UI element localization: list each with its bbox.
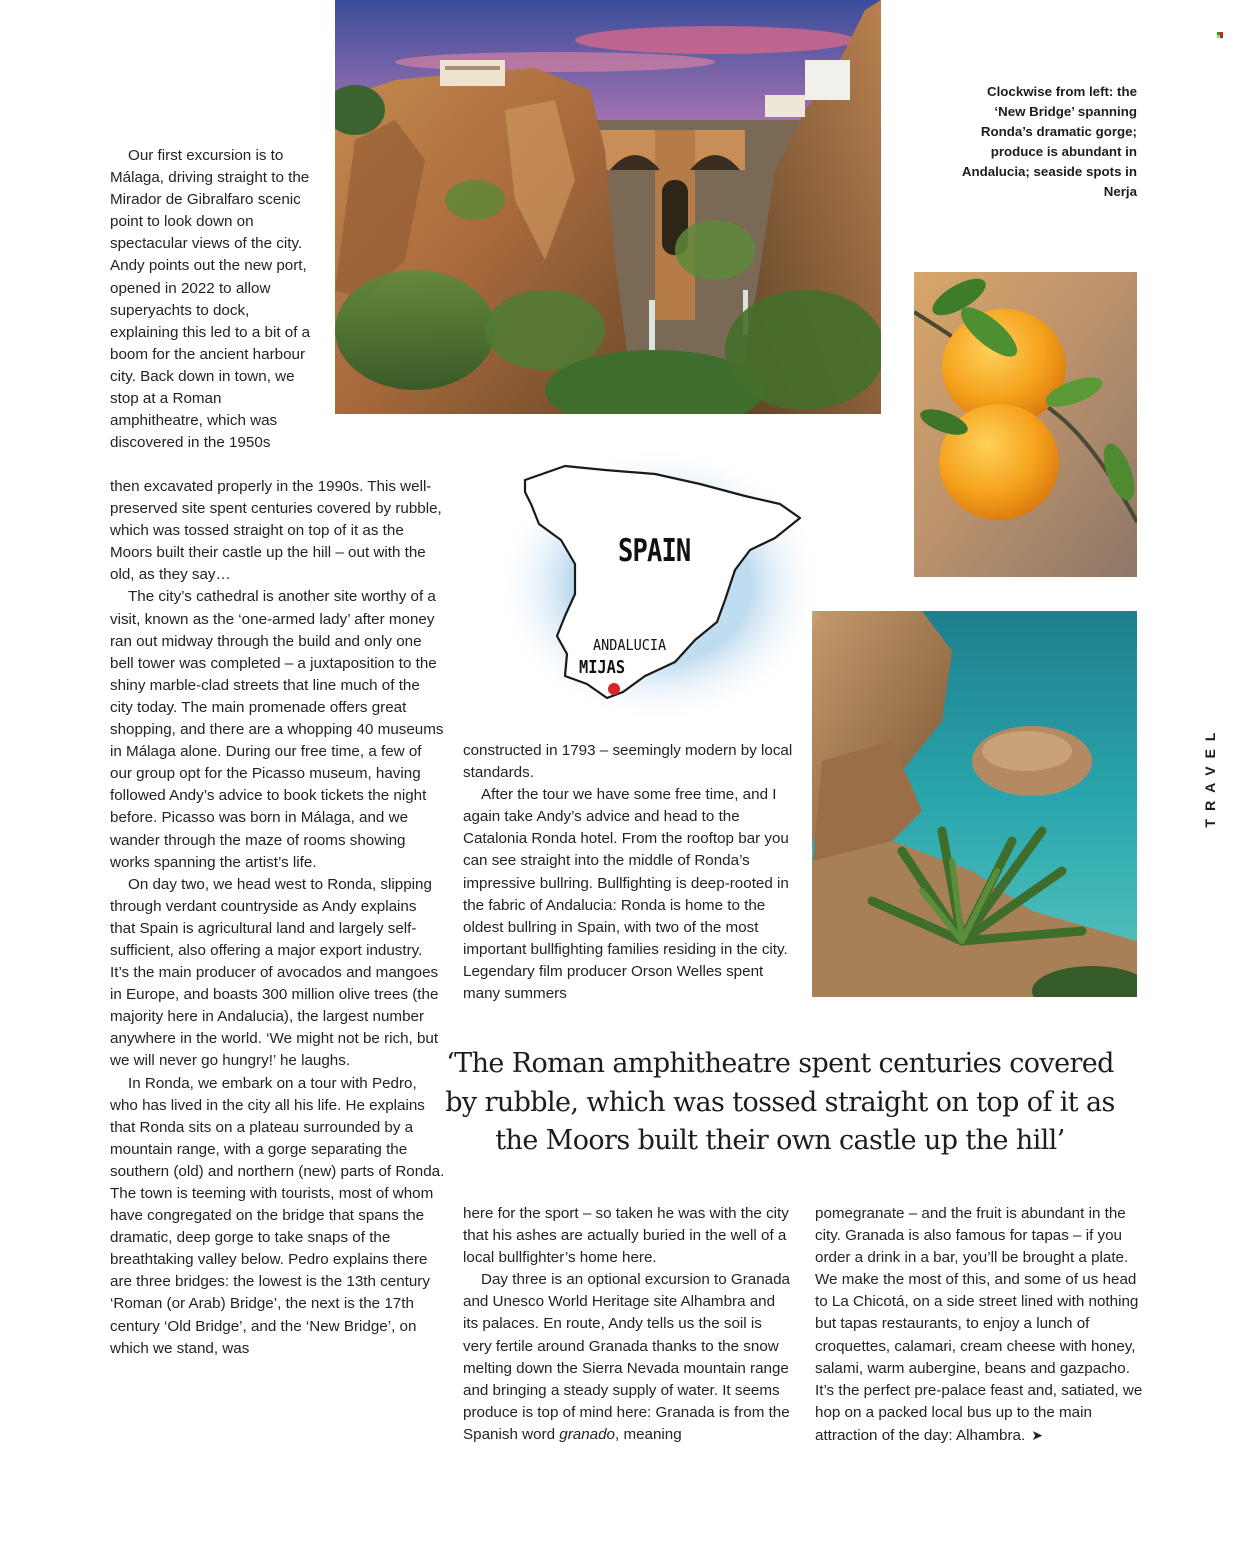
location-marker (608, 683, 620, 695)
spain-map (495, 440, 825, 720)
article-paragraph: here for the sport – so taken he was with the city that his ashes are actually buried in the well of a local bullfighter’s home here. (463, 1205, 789, 1267)
pull-quote: ‘The Roman amphitheatre spent centuries covered by rubble, which was tossed straight on top of it as the Moors built their own castle up the hill’ (445, 1048, 1115, 1156)
article-paragraph: In Ronda, we embark on a tour with Pedro, who has lived in the city all his life. He explains that Ronda sits on a plateau surrounded by a mountain range, with a gorge separating the southern (old) and northern (new) parts of Ronda. The town is teeming with tourists, most of whom have congregated on the bridge that spans the dramatic, deep gorge to take snaps of the breathtaking valley below. Pedro explains there are three bridges: the lowest is the 13th century ‘Roman (or Arab) Bridge’, the next is the 17th century ‘Old Bridge’, and the ‘New Bridge’, on which we stand, was (110, 1074, 445, 1357)
article-column-2-bottom (463, 1203, 793, 1446)
section-label-text: TRAVEL (1202, 724, 1218, 828)
article-paragraph: The city’s cathedral is another site worthy of a visit, known as the ‘one-armed lady’ after money ran out midway through the build and only one bell tower was completed – a juxtaposition to the shiny marble-clad streets that line much of the city today. The main promenade offers great shopping, and there are a whopping 40 museums in Málaga alone. During our free time, a few of our group opt for the Picasso museum, having followed Andy’s advice to book tickets the night before. Picasso was born in Málaga, and we wander through the maze of rooms showing works spanning the artist’s life. (110, 588, 444, 871)
orange-photo (914, 272, 1137, 577)
bridge-photo (335, 0, 881, 414)
article-column-1-top (110, 145, 315, 454)
article-paragraph: constructed in 1793 – seemingly modern by local standards. (463, 742, 793, 782)
article-paragraph: After the tour we have some free time, and I again take Andy’s advice and head to the Catalonia Ronda hotel. From the rooftop bar you can see straight into the middle of Ronda’s impressive bullring. Bullfighting is deep-rooted in the fabric of Andalucia: Ronda is home to the oldest bullring in Spain, with two of the most important bullfighting families residing in the city. Legendary film producer Orson Welles spent many summers (463, 786, 789, 1003)
article-paragraph: Day three is an optional excursion to Granada and Unesco World Heritage site Alhambra and its palaces. En route, Andy tells us the soil is very fertile around Granada thanks to the snow melting down the Sierra Nevada mountain range and bringing a steady supply of water. It seems produce is top of mind here: Granada is from the Spanish word granado, meaning (463, 1271, 790, 1443)
corner-color-mark (1217, 32, 1225, 39)
article-column-2-top (463, 740, 793, 1005)
article-paragraph: On day two, we head west to Ronda, slipping through verdant countryside as Andy explains that Spain is agricultural land and largely self-sufficient, also offering a major export industry. It’s the main producer of avocados and mangoes in Europe, and boasts 300 million olive trees (the majority here in Andalucia), the largest number anywhere in the world. ‘We might not be rich, but we will never go hungry!’ he laughs. (110, 875, 439, 1070)
italic-word: granado (559, 1425, 615, 1443)
map-region-label: ANDALUCIA (593, 636, 667, 654)
article-column-1 (110, 476, 445, 1360)
article-paragraph: pomegranate – and the fruit is abundant in the city. Granada is also famous for tapas – if you order a drink in a bar, you’ll be brought a plate. We make the most of this, and some of us head to La Chicotá, on a side street lined with nothing but tapas restaurants, to enjoy a lunch of croquettes, calamari, cream cheese with honey, salami, warm aubergine, beans and gazpacho. It’s the perfect pre-palace feast and, satiated, we hop on a packed local bus up to the main attraction of the day: Alhambra. ➤ (815, 1203, 1145, 1447)
continue-arrow-icon: ➤ (1031, 1426, 1043, 1443)
photo-caption: Clockwise from left: the ‘New Bridge’ spanning Ronda’s dramatic gorge; produce is abundant in Andalucia; seaside spots in Nerja (961, 84, 1137, 200)
map-country-label: SPAIN (618, 533, 691, 569)
article-paragraph: Our first excursion is to Málaga, driving straight to the Mirador de Gibralfaro scenic point to look down on spectacular views of the city. Andy points out the new port, opened in 2022 to allow superyachts to dock, explaining this led to a bit of a boom for the ancient harbour city. Back down in town, we stop at a Roman amphitheatre, which was discovered in the 1950s (110, 147, 311, 452)
article-paragraph: then excavated properly in the 1990s. This well-preserved site spent centuries covered by rubble, which was tossed straight on top of it as the Moors built their castle up the hill – out with the old, as they say… (110, 478, 442, 584)
article-column-3 (815, 1203, 1145, 1447)
beach-photo (812, 611, 1137, 997)
map-town-label: MIJAS (579, 657, 626, 678)
section-label (1203, 720, 1217, 832)
